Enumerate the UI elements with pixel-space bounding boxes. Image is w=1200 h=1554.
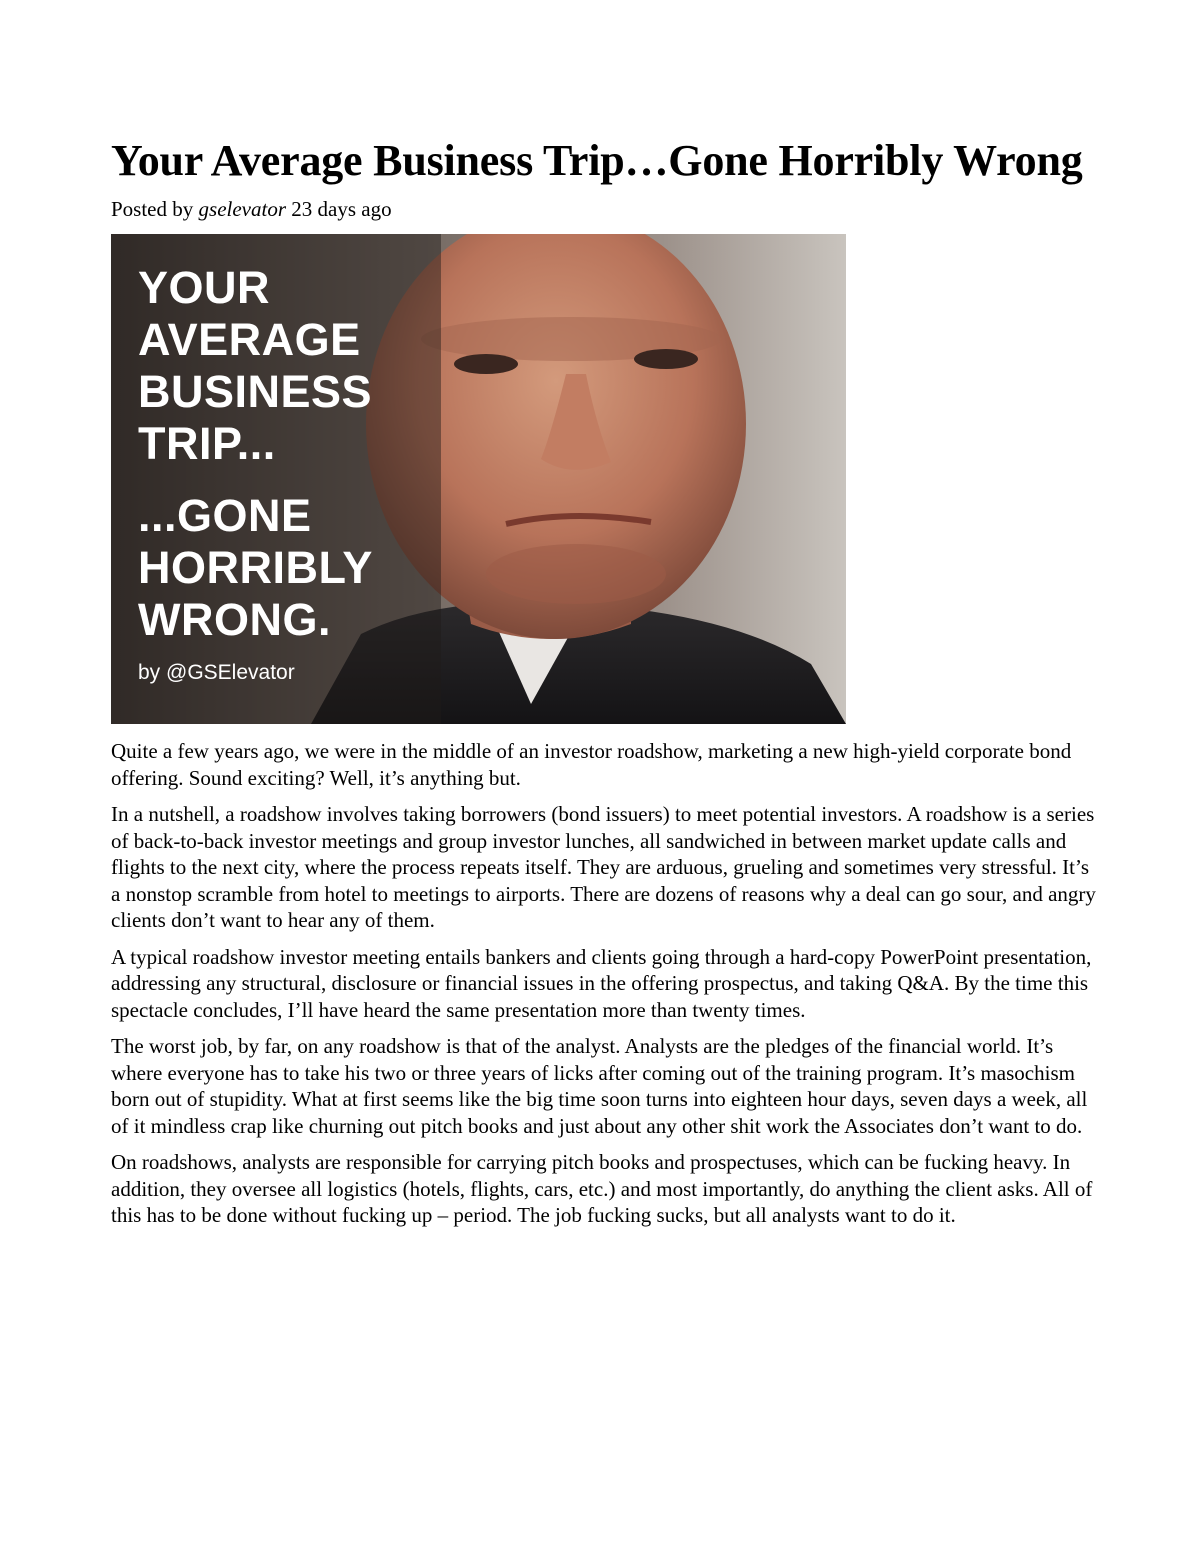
paragraph: On roadshows, analysts are responsible for carrying pitch books and prospectuses, which can be fucking heavy. In addition, they oversee all logistics (hotels, flights, cars, etc.) and most importantly, do anything the client asks. All of this has to be done without fucking up – period. The job fucking sucks, but all analysts want to do it. xyxy=(111,1150,1093,1227)
overlay-line: HORRIBLY xyxy=(138,542,373,593)
byline-date: 23 days ago xyxy=(286,197,392,221)
overlay-line: AVERAGE xyxy=(138,314,361,365)
overlay-line: WRONG. xyxy=(138,594,331,645)
overlay-line: ...GONE xyxy=(138,490,312,541)
article xyxy=(111,134,1096,1239)
paragraph: The worst job, by far, on any roadshow is that of the analyst. Analysts are the pledges of the financial world. It’s where everyone has to take his two or three years of licks after coming out of the training program. It’s masochism born out of stupidity. What at first seems like the big time soon turns into eighteen hour days, seven days a week, all of it mindless crap like churning out pitch books and just about any other shit work the Associates don’t want to do. xyxy=(111,1034,1088,1138)
overlay-line: YOUR xyxy=(138,262,271,313)
overlay-line: TRIP... xyxy=(138,418,276,469)
paragraph: Quite a few years ago, we were in the middle of an investor roadshow, marketing a new high-yield corporate bond offering. Sound exciting? Well, it’s anything but. xyxy=(111,739,1072,790)
author-link[interactable]: gselevator xyxy=(198,197,286,221)
article-body xyxy=(111,738,1096,1229)
hero-image xyxy=(111,234,846,724)
hero-overlay-text xyxy=(138,262,373,646)
paragraph: A typical roadshow investor meeting entails bankers and clients going through a hard-copy PowerPoint presentation, addressing any structural, disclosure or financial issues in the offering prospectus, and taking Q&A. By the time this spectacle concludes, I’ll have heard the same presentation more than twenty times. xyxy=(111,944,1092,1022)
byline xyxy=(111,196,1096,222)
article-title: Your Average Business Trip…Gone Horribly Wrong xyxy=(111,136,1083,185)
byline-prefix: Posted by xyxy=(111,197,199,221)
paragraph: In a nutshell, a roadshow involves taking borrowers (bond issuers) to meet potential investors. A roadshow is a series of back-to-back investor meetings and group investor lunches, all sandwiched in between market update calls and flights to the next city, where the process repeats itself. They are arduous, grueling and sometimes very stressful. It’s a nonstop scramble from hotel to meetings to airports. There are dozens of reasons why a deal can go sour, and angry clients don’t want to hear any of them. xyxy=(111,802,1096,932)
hero-credit: by @GSElevator xyxy=(138,661,295,684)
overlay-line: BUSINESS xyxy=(138,366,373,417)
